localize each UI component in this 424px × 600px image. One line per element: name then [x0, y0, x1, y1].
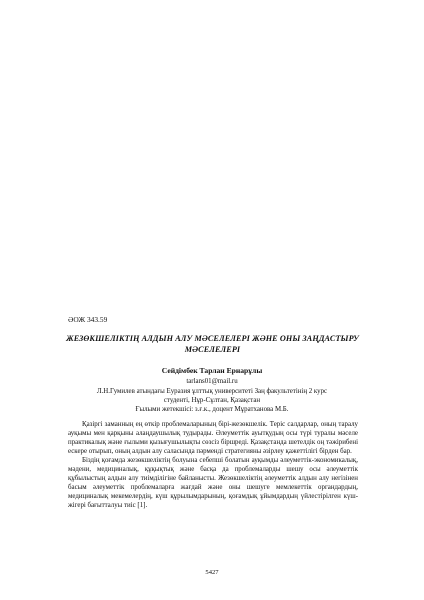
page-number: 5427 [205, 569, 219, 576]
paragraph: Біздің қоғамда жезөкшеліктің болуына себепші болатын ауқымды әлеуметтік-экономикалық, мәдени, медициналық, құқықтық және басқа да проблемаларды шешу осы әлеуметтік құбылыстың алдын алу тиімділігіне байланысты. Жезөкшеліктің әлеуметтік алдын алу негізінен басым әлеуметтік проблемаларға жағдай және оны шешуге мемлекеттік органдардың, медициналық мекемелердің, күш құрылымдарының, қоғамдық ұйымдардың үйлестірілген күш-жігері бағытталуы тиіс [1]. [68, 457, 358, 510]
article-title: ЖЕЗӨКШЕЛІКТІҢ АЛДЫН АЛУ МӘСЕЛЕЛЕРІ ЖӘНЕ ОНЫ ЗАҢДАСТЫРУ МӘСЕЛЕЛЕРІ [66, 334, 359, 354]
author-email: tarlans01@mail.ru [186, 378, 238, 385]
udc-code: ӘОЖ 343.59 [68, 315, 108, 324]
author-name: Сейдімбек Тарлан Ернарұлы [161, 366, 263, 375]
body-text [68, 420, 358, 510]
affiliation-line-2: студенті, Нұр-Сұлтан, Қазақстан [163, 397, 261, 404]
affiliation-line-1: Л.Н.Гумилев атындағы Еуразия ұлттық университеті Заң факультетінің 2 курс [96, 388, 328, 395]
supervisor-line: Ғылыми жетекшісі: з.ғ.к., доцент Мұратханова М.Б. [135, 406, 289, 413]
paragraph: Қазіргі заманның ең өткір проблемаларының бірі-жезөкшелік. Теріс салдарлар, оның таралу ауқымы мен қарқыны алаңдаушылық тудырады. Әлеуметтік ауытқудың осы түрі туралы мәселе практикалық және ғылыми қызығушылықты сөзсіз біршреді. Қазақстанда шетелдік оң тәжірибені ескере отырып, оның алдын алу саласында пәрменді стратегияны әзірлеу қажеттілігі бірден бар. [68, 421, 358, 456]
